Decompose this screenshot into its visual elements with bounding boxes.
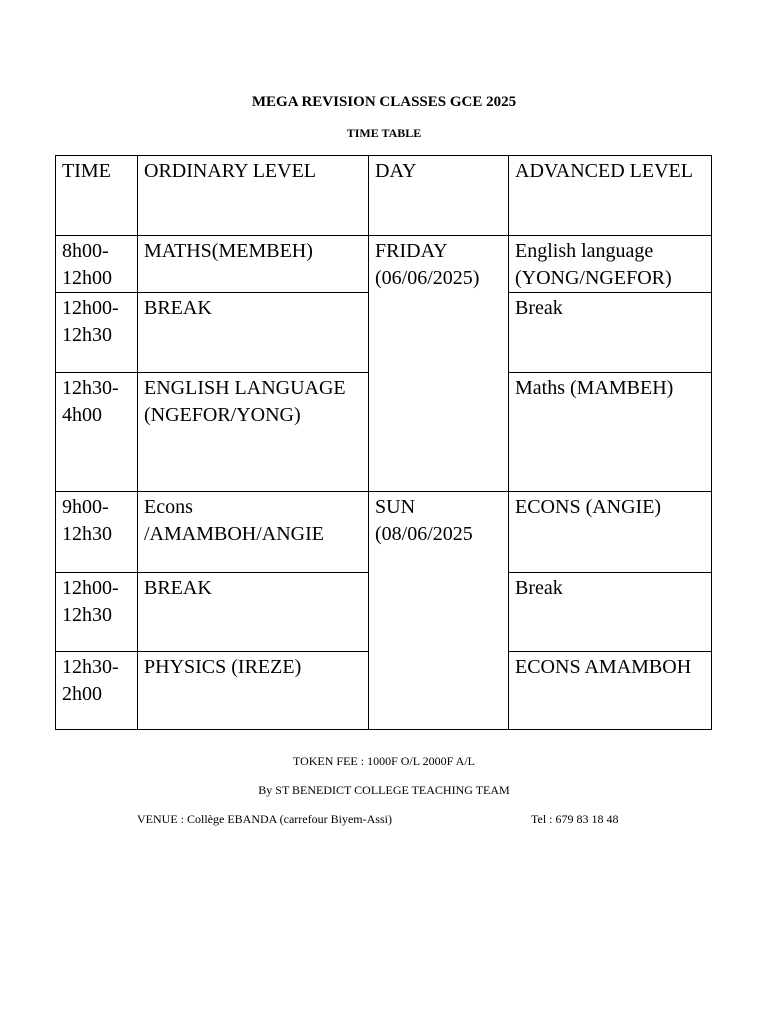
document-title: MEGA REVISION CLASSES GCE 2025 <box>251 94 517 110</box>
day-cell: FRIDAY (06/06/2025) <box>369 236 509 492</box>
ordinary-cell: ENGLISH LANGUAGE (NGEFOR/YONG) <box>138 373 369 492</box>
time-cell: 12h30-4h00 <box>56 373 138 492</box>
header-time: TIME <box>56 156 138 236</box>
header-row <box>56 156 712 236</box>
ordinary-cell: PHYSICS (IREZE) <box>138 652 369 730</box>
advanced-cell: Break <box>509 293 712 373</box>
venue: VENUE : Collège EBANDA (carrefour Biyem-Assi) <box>137 812 392 826</box>
telephone: Tel : 679 83 18 48 <box>531 812 619 826</box>
table-row <box>56 236 712 293</box>
time-cell: 8h00-12h00 <box>56 236 138 293</box>
document-subtitle: TIME TABLE <box>346 126 422 140</box>
ordinary-cell: Econs /AMAMBOH/ANGIE <box>138 492 369 573</box>
advanced-cell: Break <box>509 573 712 652</box>
time-cell: 12h30-2h00 <box>56 652 138 730</box>
time-cell: 12h00-12h30 <box>56 573 138 652</box>
table-row <box>56 492 712 573</box>
token-fee: TOKEN FEE : 1000F O/L 2000F A/L <box>292 754 475 768</box>
advanced-cell: ECONS AMAMBOH <box>509 652 712 730</box>
header-advanced-level: ADVANCED LEVEL <box>509 156 712 236</box>
header-ordinary-level: ORDINARY LEVEL <box>138 156 369 236</box>
time-cell: 12h00-12h30 <box>56 293 138 373</box>
header-day: DAY <box>369 156 509 236</box>
advanced-cell: Maths (MAMBEH) <box>509 373 712 492</box>
time-cell: 9h00-12h30 <box>56 492 138 573</box>
by-line: By ST BENEDICT COLLEGE TEACHING TEAM <box>258 783 510 797</box>
advanced-cell: ECONS (ANGIE) <box>509 492 712 573</box>
advanced-cell: English language (YONG/NGEFOR) <box>509 236 712 293</box>
ordinary-cell: BREAK <box>138 573 369 652</box>
day-cell: SUN (08/06/2025 <box>369 492 509 730</box>
ordinary-cell: MATHS(MEMBEH) <box>138 236 369 293</box>
timetable <box>55 155 712 730</box>
ordinary-cell: BREAK <box>138 293 369 373</box>
